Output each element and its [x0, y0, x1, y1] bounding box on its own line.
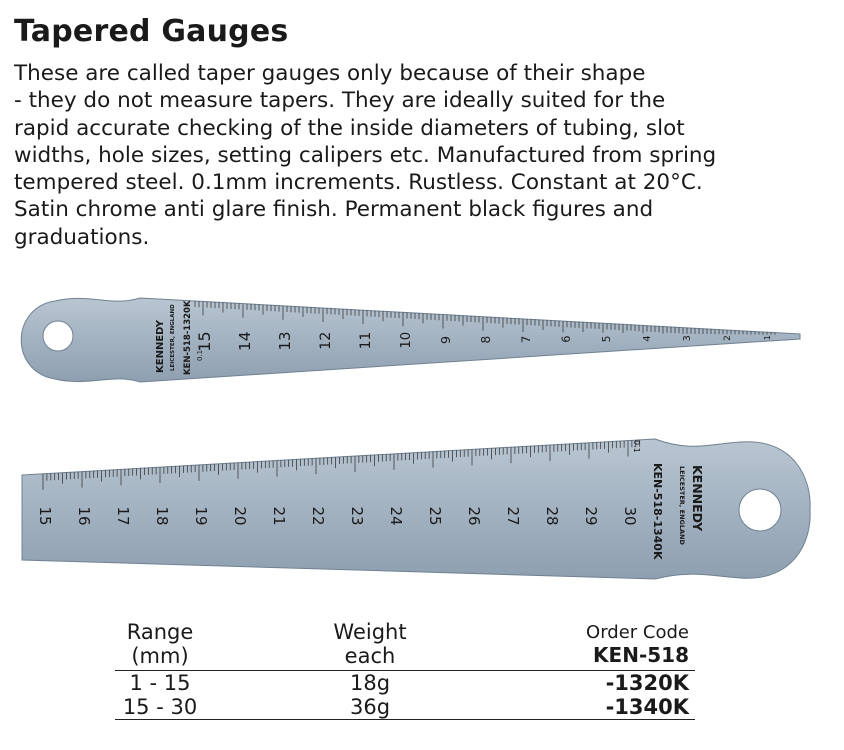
gauge-origin: LEICESTER, ENGLAND: [170, 304, 176, 371]
gauge-part-code: KEN-518-1340K: [651, 463, 664, 560]
table-row: [115, 671, 695, 695]
page-title: Tapered Gauges: [14, 14, 289, 49]
scale-number: 9: [438, 335, 453, 344]
product-description: [14, 60, 834, 251]
order-code-cell: -1340K: [605, 695, 689, 719]
scale-number: 19: [192, 506, 210, 526]
description-line: These are called taper gauges only because of their shape: [14, 61, 646, 86]
scale-number: 5: [601, 335, 613, 343]
description-line: tempered steel. 0.1mm increments. Rustless. Constant at 20°C.: [14, 170, 703, 196]
taper-gauge-1-15: [0, 285, 844, 405]
weight-cell: 18g: [349, 671, 391, 695]
gauge-origin: LEICESTER, ENGLAND: [678, 466, 686, 545]
scale-number: 20: [231, 506, 249, 526]
scale-number: 13: [276, 331, 294, 351]
scale-number: 22: [309, 506, 327, 526]
weight-header-line1: Weight: [333, 620, 407, 644]
order-code-header-line2: KEN-518: [593, 643, 689, 667]
scale-number: 18: [153, 506, 171, 526]
gauge-part-code: KEN-518-1320K: [183, 300, 193, 375]
scale-number: 1: [762, 335, 772, 341]
scale-number: 16: [75, 506, 93, 526]
scale-number: 10: [399, 331, 414, 349]
order-code-cell: -1320K: [605, 671, 689, 695]
gauge-increment: 0.1: [632, 440, 641, 453]
scale-number: 28: [543, 506, 561, 526]
gauge-hanging-hole: [739, 489, 781, 531]
gauge-hanging-hole: [43, 321, 73, 351]
scale-number: 17: [114, 506, 132, 526]
order-code-header: [586, 622, 689, 666]
scale-number: 26: [465, 506, 483, 526]
description-line: widths, hole sizes, setting calipers etc. Manufactured from spring: [14, 142, 717, 168]
range-header-line1: Range: [126, 620, 194, 644]
description-line: rapid accurate checking of the inside diameters of tubing, slot: [14, 115, 685, 141]
scale-number: 15: [195, 331, 214, 352]
range-cell: 1 - 15: [129, 671, 191, 695]
scale-number: 23: [348, 506, 366, 526]
table-row: [115, 695, 695, 720]
order-code-header-line1: Order Code: [586, 622, 689, 643]
scale-number: 30: [621, 506, 639, 526]
scale-number: 29: [582, 506, 600, 526]
scale-number: 21: [270, 506, 288, 526]
scale-number: 14: [236, 331, 254, 352]
scale-number: 8: [479, 335, 493, 344]
scale-number: 6: [560, 335, 573, 343]
scale-number: 15: [36, 506, 54, 526]
scale-number: 27: [504, 506, 522, 526]
scale-number: 2: [723, 335, 733, 341]
description-line: graduations.: [14, 224, 150, 250]
gauge-brand: KENNEDY: [155, 320, 166, 373]
description-line: - they do not measure tapers. They are ideally suited for the: [14, 88, 666, 114]
weight-header-line2: each: [344, 644, 396, 668]
range-header: [115, 620, 205, 668]
specification-table: [115, 618, 695, 720]
range-header-line2: (mm): [131, 644, 189, 668]
range-cell: 15 - 30: [122, 695, 198, 719]
description-line: Satin chrome anti glare finish. Permanent black figures and: [14, 197, 654, 223]
weight-header: [315, 620, 425, 668]
taper-gauge-15-30: [0, 430, 844, 580]
scale-number: 12: [318, 331, 334, 350]
table-header: [115, 618, 695, 671]
scale-number: 4: [642, 335, 653, 342]
scale-number: 3: [682, 335, 693, 342]
scale-number: 24: [387, 506, 405, 526]
gauge-increment: 0.1: [196, 349, 204, 361]
weight-cell: 36g: [349, 695, 391, 719]
scale-number: 7: [519, 335, 533, 344]
gauge-brand: KENNEDY: [690, 465, 705, 532]
scale-number: 25: [426, 506, 444, 526]
scale-number: 11: [358, 331, 374, 350]
